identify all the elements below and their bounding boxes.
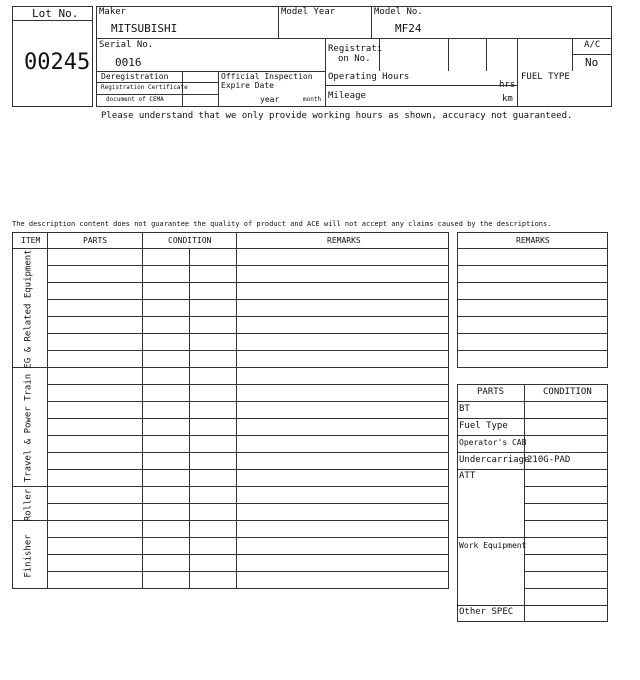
row-divider	[47, 265, 449, 266]
section-divider	[12, 520, 449, 521]
row-divider	[524, 588, 608, 589]
row-divider	[47, 350, 449, 351]
row-divider	[47, 469, 449, 470]
part-work-equipment: Work Equipment	[459, 541, 527, 550]
part-operators-cab: Operator's CAB	[459, 438, 527, 447]
row-divider	[457, 452, 608, 453]
hours-notice: Please understand that we only provide working hours as shown, accuracy not guaranteed.	[101, 111, 573, 121]
fuel-type-label: FUEL TYPE	[521, 72, 570, 82]
header-divider	[12, 248, 449, 249]
section-finisher: Finisher	[23, 534, 34, 578]
deregistration-label: Deregistration	[101, 72, 169, 81]
row-divider	[457, 282, 608, 283]
ac-label: A/C	[584, 40, 601, 50]
row-divider	[457, 435, 608, 436]
col-divider	[142, 232, 143, 589]
section-divider	[12, 367, 449, 368]
maker-value: MITSUBISHI	[111, 22, 178, 35]
row-divider	[524, 503, 608, 504]
right-remarks-frame	[457, 232, 608, 368]
registration-label-1: Registrati	[328, 44, 383, 54]
row-divider	[457, 333, 608, 334]
row-divider	[47, 418, 449, 419]
row-divider	[457, 401, 608, 402]
row-divider	[457, 248, 608, 249]
part-bt: BT	[459, 404, 470, 414]
part-undercarriage: Undercarriage	[459, 455, 530, 465]
remarks-header: REMARKS	[327, 236, 361, 245]
right-condition-header: CONDITION	[543, 387, 592, 397]
serial-label: Serial No.	[99, 40, 154, 50]
row-divider	[47, 503, 449, 504]
model-no-value: MF24	[395, 22, 422, 35]
row-divider	[47, 435, 449, 436]
lot-number: 00245	[24, 50, 91, 75]
row-divider	[47, 299, 449, 300]
year-label: year	[260, 95, 280, 104]
row-divider	[47, 537, 449, 538]
model-year-label: Model Year	[281, 7, 336, 17]
row-divider	[457, 299, 608, 300]
part-att: ATT	[459, 471, 476, 481]
section-divider	[12, 486, 449, 487]
right-parts-header: PARTS	[477, 387, 505, 397]
row-divider	[47, 384, 449, 385]
section-eg-related: EG & Related Equipment	[23, 249, 34, 369]
col-divider	[47, 232, 48, 589]
right-remarks-header: REMARKS	[516, 236, 550, 245]
section-roller: Roller	[23, 488, 34, 522]
row-divider	[47, 282, 449, 283]
row-divider	[47, 316, 449, 317]
description-notice: The description content does not guarantee the quality of product and ACE will not accept any claims caused by the descriptions.	[12, 220, 552, 228]
hrs-unit: hrs	[499, 80, 516, 90]
section-travel-power-train: Travel & Power Train	[23, 373, 34, 483]
part-other-spec: Other SPEC	[459, 607, 514, 617]
inspection-label-1: Official Inspection	[221, 72, 313, 81]
row-divider	[457, 537, 608, 538]
ac-value: No	[585, 56, 599, 69]
row-divider	[524, 486, 608, 487]
row-divider	[457, 469, 608, 470]
model-no-label: Model No.	[374, 7, 423, 17]
row-divider	[457, 265, 608, 266]
inspection-label-2: Expire Date	[221, 81, 274, 90]
registration-certificate-label: Registration Certificate	[101, 84, 188, 91]
km-unit: km	[502, 94, 513, 104]
row-divider	[457, 350, 608, 351]
maker-label: Maker	[99, 7, 127, 17]
month-label: month	[303, 96, 322, 103]
row-divider	[524, 554, 608, 555]
row-divider	[524, 520, 608, 521]
row-divider	[47, 452, 449, 453]
item-header: ITEM	[21, 236, 41, 245]
row-divider	[47, 401, 449, 402]
serial-value: 0016	[115, 56, 142, 69]
row-divider	[47, 333, 449, 334]
row-divider	[47, 571, 449, 572]
parts-header: PARTS	[83, 236, 108, 245]
row-divider	[457, 418, 608, 419]
condition-undercarriage: 210G-PAD	[527, 455, 571, 465]
row-divider	[457, 605, 608, 606]
part-fuel-type: Fuel Type	[459, 421, 508, 431]
row-divider	[524, 571, 608, 572]
lot-label: Lot No.	[32, 7, 79, 20]
cema-label: document of CEMA	[106, 96, 164, 103]
col-divider	[236, 232, 237, 589]
inspection-table-frame	[12, 232, 449, 589]
row-divider	[47, 554, 449, 555]
registration-label-2: on No.	[338, 54, 371, 64]
row-divider	[457, 316, 608, 317]
operating-hours-label: Operating Hours	[328, 72, 410, 82]
mileage-label: Mileage	[328, 91, 366, 101]
condition-header: CONDITION	[168, 236, 212, 245]
